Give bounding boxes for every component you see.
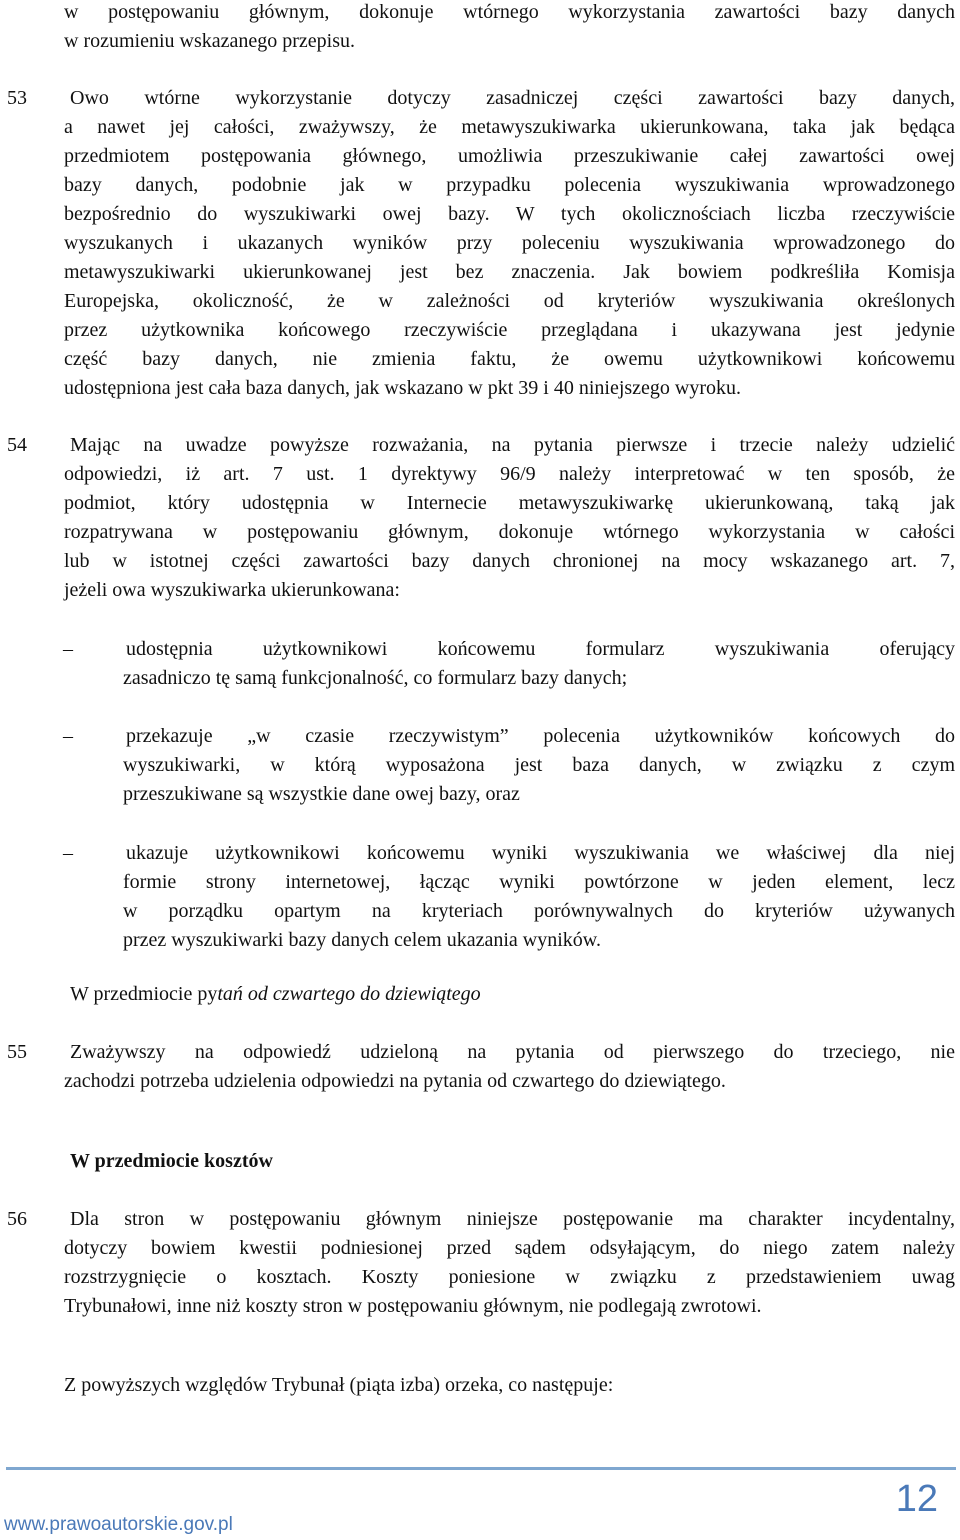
paragraph-line: rozstrzygnięcie o kosztach. Koszty poniesione w związku z przedstawieniem uwag	[64, 1266, 955, 1288]
paragraph-line: Owo wtórne wykorzystanie dotyczy zasadniczej części zawartości bazy danych,	[70, 87, 955, 109]
paragraph-number: 56	[7, 1208, 27, 1230]
intro-line: w postępowaniu głównym, dokonuje wtórnego wykorzystania zawartości bazy danych	[64, 1, 955, 23]
paragraph-line: Trybunałowi, inne niż koszty stron w postępowaniu głównym, nie podlegają zwrotowi.	[64, 1295, 762, 1317]
heading-plain-part: W przedmiocie py	[70, 983, 218, 1005]
list-item-line: zasadniczo tę samą funkcjonalność, co formularz bazy danych;	[123, 667, 628, 689]
list-dash: –	[63, 725, 73, 747]
paragraph-line: metawyszukiwarki ukierunkowanej jest bez znaczenia. Jak bowiem podkreśliła Komisja	[64, 261, 955, 283]
paragraph-line: Mając na uwadze powyższe rozważania, na pytania pierwsze i trzecie należy udzielić	[70, 434, 955, 456]
paragraph-line: Dla stron w postępowaniu głównym niniejsze postępowanie ma charakter incydentalny,	[70, 1208, 955, 1230]
list-item-line: w porządku opartym na kryteriach porównywalnych do kryteriów używanych	[123, 900, 955, 922]
paragraph-number: 54	[7, 434, 27, 456]
paragraph-line: a nawet jej całości, zważywszy, że metawyszukiwarka ukierunkowana, taka jak będąca	[64, 116, 955, 138]
paragraph-line: bezpośrednio do wyszukiwarki owej bazy. W tych okolicznościach liczba rzeczywiście	[64, 203, 955, 225]
paragraph-line: wyszukanych i ukazanych wyników przy poleceniu wyszukiwania wprowadzonego do	[64, 232, 955, 254]
footer-website-link[interactable]: www.prawoautorskie.gov.pl	[4, 1514, 233, 1535]
paragraph-line: podmiot, który udostępnia w Internecie metawyszukiwarkę ukierunkowaną, taką jak	[64, 492, 955, 514]
paragraph-line: przedmiotem postępowania głównego, umożliwia przeszukiwanie całej zawartości owej	[64, 145, 955, 167]
section-heading	[70, 980, 481, 1009]
paragraph-number: 53	[7, 87, 27, 109]
list-item-line: formie strony internetowej, łącząc wyniki powtórzone w jeden element, lecz	[123, 871, 955, 893]
list-item-line: przeszukiwane są wszystkie dane owej bazy, oraz	[123, 783, 520, 805]
paragraph-line: udostępniona jest cała baza danych, jak wskazano w pkt 39 i 40 niniejszego wyroku.	[64, 377, 742, 399]
list-item-line: ukazuje użytkownikowi końcowemu wyniki wyszukiwania we właściwej dla niej	[126, 842, 955, 864]
paragraph-line: przez użytkownika końcowego rzeczywiście przeglądana i ukazywana jest jedynie	[64, 319, 955, 341]
paragraph-line: dotyczy bowiem kwestii podniesionej przed sądem odsyłającym, do niego zatem należy	[64, 1237, 955, 1259]
list-dash: –	[63, 638, 73, 660]
paragraph-number: 55	[7, 1041, 27, 1063]
list-item-line: przez wyszukiwarki bazy danych celem ukazania wyników.	[123, 929, 601, 951]
paragraph-line: Zważywszy na odpowiedź udzieloną na pytania od pierwszego do trzeciego, nie	[70, 1041, 955, 1063]
paragraph-line: bazy danych, podobnie jak w przypadku polecenia wyszukiwania wprowadzonego	[64, 174, 955, 196]
section-heading: W przedmiocie kosztów	[70, 1150, 273, 1172]
page-number: 12	[895, 1478, 938, 1520]
conclusion-line: Z powyższych względów Trybunał (piąta izba) orzeka, co następuje:	[64, 1374, 614, 1396]
paragraph-line: zachodzi potrzeba udzielenia odpowiedzi na pytania od czwartego do dziewiątego.	[64, 1070, 726, 1092]
paragraph-line: rozpatrywana w postępowaniu głównym, dokonuje wtórnego wykorzystania w całości	[64, 521, 955, 543]
paragraph-line: Europejska, okoliczność, że w zależności od kryteriów wyszukiwania określonych	[64, 290, 955, 312]
footer-divider	[6, 1467, 956, 1470]
paragraph-line: lub w istotnej części zawartości bazy danych chronionej na mocy wskazanego art. 7,	[64, 550, 955, 572]
paragraph-line: odpowiedzi, iż art. 7 ust. 1 dyrektywy 96/9 należy interpretować w ten sposób, że	[64, 463, 955, 485]
list-item-line: udostępnia użytkownikowi końcowemu formularz wyszukiwania oferujący	[126, 638, 955, 660]
paragraph-line: jeżeli owa wyszukiwarka ukierunkowana:	[64, 579, 400, 601]
list-dash: –	[63, 842, 73, 864]
list-item-line: przekazuje „w czasie rzeczywistym” polecenia użytkowników końcowych do	[126, 725, 955, 747]
intro-line: w rozumieniu wskazanego przepisu.	[64, 30, 356, 52]
heading-italic-part: tań od czwartego do dziewiątego	[217, 983, 481, 1005]
paragraph-line: część bazy danych, nie zmienia faktu, że owemu użytkownikowi końcowemu	[64, 348, 955, 370]
list-item-line: wyszukiwarki, w którą wyposażona jest baza danych, w związku z czym	[123, 754, 955, 776]
